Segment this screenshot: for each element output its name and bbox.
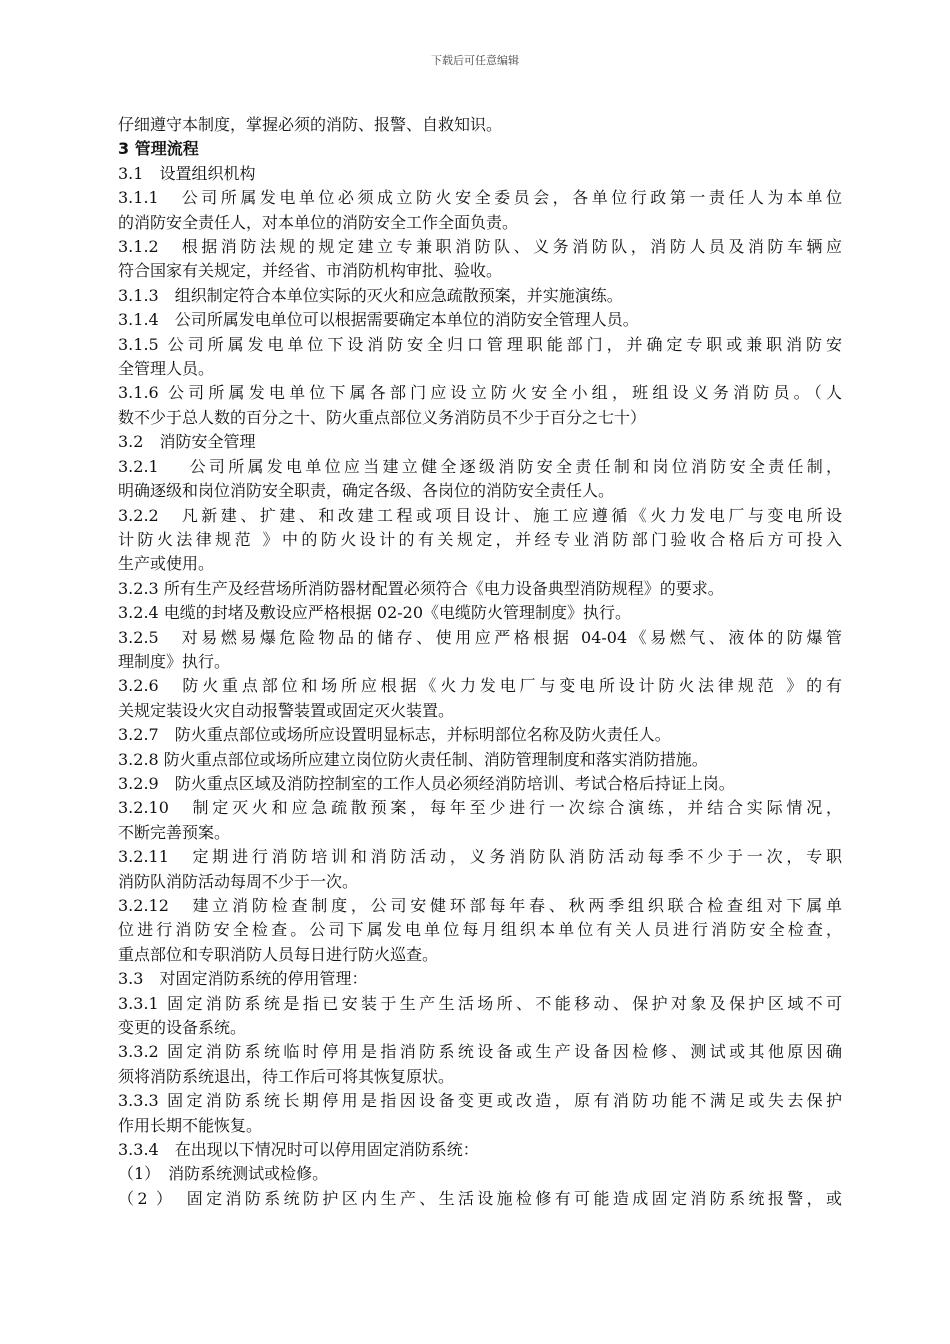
- text-line: 3.2.10 制定灭火和应急疏散预案，每年至少进行一次综合演练，并结合实际情况，: [118, 798, 842, 818]
- text-line: 3.2.8 防火重点部位或场所应建立岗位防火责任制、消防管理制度和落实消防措施。: [118, 749, 708, 769]
- text-line: 3.1.3 组织制定符合本单位实际的灭火和应急疏散预案，并实施演练。: [118, 285, 623, 305]
- text-line: 位进行消防安全检查。公司下属发电单位每月组织本单位有关人员进行消防安全检查，: [118, 920, 842, 940]
- text-line: 3.2.1 公司所属发电单位应当建立健全逐级消防安全责任制和岗位消防安全责任制，: [118, 456, 842, 476]
- text-line: 须将消防系统退出，待工作后可将其恢复原状。: [118, 1066, 455, 1086]
- text-line: 明确逐级和岗位消防安全职责，确定各级、各岗位的消防安全责任人。: [118, 481, 615, 501]
- text-line: 3.1 设置组织机构: [118, 163, 256, 183]
- text-line: 关规定装设火灾自动报警装置或固定灭火装置。: [118, 700, 455, 720]
- text-line: 重点部位和专职消防人员每日进行防火巡查。: [118, 944, 439, 964]
- text-line: 3.3.3 固定消防系统长期停用是指因设备变更或改造，原有消防功能不满足或失去保护: [118, 1091, 842, 1111]
- text-line: 3.2.4 电缆的封堵及敷设应严格根据 02-20《电缆防火管理制度》执行。: [118, 603, 632, 623]
- text-line: 全管理人员。: [118, 359, 215, 379]
- text-line: 不断完善预案。: [118, 822, 231, 842]
- text-line: 3.3.1 固定消防系统是指已安装于生产生活场所、不能移动、保护对象及保护区域不可: [118, 993, 842, 1013]
- text-line: 的消防安全责任人，对本单位的消防安全工作全面负责。: [118, 212, 519, 232]
- text-line: 作用长期不能恢复。: [118, 1115, 263, 1135]
- text-line: （1） 消防系统测试或检修。: [118, 1164, 329, 1184]
- text-line: 仔细遵守本制度，掌握必须的消防、报警、自救知识。: [118, 115, 503, 134]
- text-line: 3.2.6 防火重点部位和场所应根据《火力发电厂与变电所设计防火法律规范 》的有: [118, 676, 842, 696]
- text-line: 变更的设备系统。: [118, 1018, 247, 1038]
- document-body: [118, 113, 842, 1211]
- text-line: 3.2.3 所有生产及经营场所消防器材配置必须符合《电力设备典型消防规程》的要求。: [118, 578, 724, 598]
- text-line: 3.1.5 公司所属发电单位下设消防安全归口管理职能部门，并确定专职或兼职消防安: [118, 334, 842, 354]
- text-line: 3.2.11 定期进行消防培训和消防活动，义务消防队消防活动每季不少于一次，专职: [118, 847, 842, 867]
- text-line: 3.1.6 公司所属发电单位下属各部门应设立防火安全小组，班组设义务消防员。（人: [118, 383, 842, 403]
- text-line: 3.3.2 固定消防系统临时停用是指消防系统设备或生产设备因检修、测试或其他原因确: [118, 1042, 842, 1062]
- text-line: 3.2.2 凡新建、扩建、和改建工程或项目设计、施工应遵循《火力发电厂与变电所设: [118, 505, 842, 525]
- text-line: 数不少于总人数的百分之十、防火重点部位义务消防员不少于百分之七十）: [118, 407, 647, 427]
- text-line: 3.3 对固定消防系统的停用管理：: [118, 969, 368, 989]
- section-heading: 3 管理流程: [118, 139, 199, 159]
- text-line: 生产或使用。: [118, 554, 215, 574]
- text-line: 计防火法律规范 》中的防火设计的有关规定，并经专业消防部门验收合格后方可投入: [118, 529, 842, 549]
- text-line: 3.1.1 公司所属发电单位必须成立防火安全委员会，各单位行政第一责任人为本单位: [118, 188, 842, 208]
- page-header: 下载后可任意编辑: [431, 54, 519, 67]
- text-line: 理制度》执行。: [118, 651, 231, 671]
- text-line: 3.2.9 防火重点区域及消防控制室的工作人员必须经消防培训、考试合格后持证上岗。: [118, 773, 735, 793]
- text-line: 3.1.2 根据消防法规的规定建立专兼职消防队、义务消防队，消防人员及消防车辆应: [118, 237, 842, 257]
- text-line: 符合国家有关规定，并经省、市消防机构审批、验收。: [118, 261, 503, 281]
- text-line: 3.2 消防安全管理: [118, 432, 256, 452]
- text-line: 3.2.5 对易燃易爆危险物品的储存、使用应严格根据 04-04《易燃气、液体的防爆管: [118, 627, 842, 647]
- text-line: （2 ） 固定消防系统防护区内生产、生活设施检修有可能造成固定消防系统报警，或: [118, 1188, 842, 1208]
- text-line: 3.3.4 在出现以下情况时可以停用固定消防系统：: [118, 1140, 479, 1160]
- text-line: 3.2.12 建立消防检查制度，公司安健环部每年春、秋两季组织联合检查组对下属单: [118, 896, 842, 915]
- text-line: 消防队消防活动每周不少于一次。: [118, 871, 359, 891]
- text-line: 3.2.7 防火重点部位或场所应设置明显标志，并标明部位名称及防火责任人。: [118, 725, 671, 745]
- text-line: 3.1.4 公司所属发电单位可以根据需要确定本单位的消防安全管理人员。: [118, 310, 639, 330]
